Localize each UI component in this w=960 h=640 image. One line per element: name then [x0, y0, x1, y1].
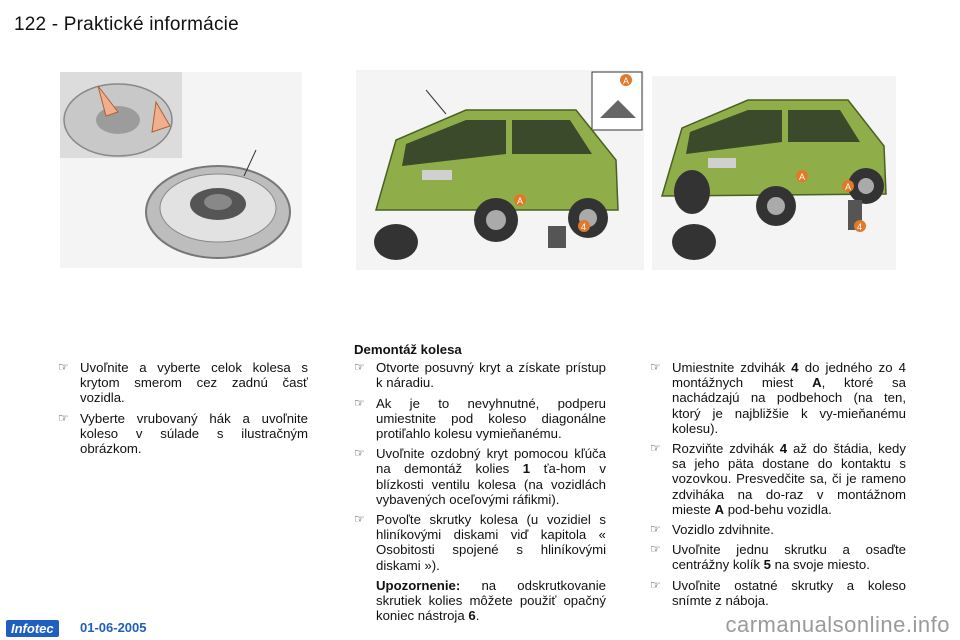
list-item: ☞ Umiestnite zdvihák 4 do jedného zo 4 montážnych miest A, ktoré sa nachádzajú na podbehoch (na ten, ktorý je najbližšie k vy-mieňanému kolesu). [650, 360, 906, 436]
list-item: ☞ Vozidlo zdvihnite. [650, 522, 774, 538]
label-a-inset: A [623, 76, 630, 86]
page-title: 122 - Praktické informácie [14, 14, 239, 35]
list-item: ☞ Uvoľnite jednu skrutku a osaďte centrážny kolík 5 na svoje miesto. [650, 542, 906, 573]
label-a-right: A [845, 182, 852, 192]
list-item: ☞ Ak je to nevyhnutné, podperu umiestnite pod koleso diagonálne protiľahlo kolesu vymieňanému. [354, 395, 606, 442]
section-heading: Demontáž kolesa [354, 342, 462, 357]
list-item: ☞ Vyberte vrubovaný hák a uvoľnite koleso v súlade s ilustračným obrázkom. [58, 410, 308, 457]
pointing-hand-icon: ☞ [354, 360, 365, 375]
pointing-hand-icon: ☞ [650, 522, 661, 537]
pointing-hand-icon: ☞ [354, 395, 365, 410]
label-a-car: A [517, 196, 524, 206]
pointing-hand-icon: ☞ [650, 360, 661, 374]
infotec-logo: Infotec [6, 620, 59, 637]
left-column [58, 360, 308, 461]
pointing-hand-icon: ☞ [58, 410, 69, 425]
list-item: ☞ Povoľte skrutky kolesa (u vozidiel s hliníkovými diskami viď kapitola « Osobitosti spojené s hliníkovými diskami »). [354, 512, 606, 573]
car-lifted-illustration [652, 76, 896, 270]
middle-column [354, 342, 606, 623]
list-item: ☞ Uvoľnite ostatné skrutky a koleso snímte z náboja. [650, 577, 906, 608]
list-item: ☞ Uvoľnite ozdobný kryt pomocou kľúča na demontáž kolies 1 ťa-hom v blízkosti ventilu kolesa (na vozidlách vybavených oceľovými ráfikmi). [354, 446, 606, 507]
pointing-hand-icon: ☞ [650, 577, 661, 592]
pointing-hand-icon: ☞ [354, 512, 365, 527]
label-4-right: 4 [857, 222, 863, 232]
watermark: carmanualsonline.info [725, 612, 950, 637]
label-a-right-2: A [799, 172, 806, 182]
list-item: ☞ Rozviňte zdvihák 4 až do štádia, kedy sa jeho päta dostane do kontaktu s vozovkou. Presvedčite sa, či je rameno zdviháka na do-raz v montážnom mieste A pod-behu vozidla. [650, 441, 906, 517]
footer-date: 01-06-2005 [80, 620, 147, 635]
spare-wheel-illustration [60, 72, 302, 268]
pointing-hand-icon: ☞ [650, 441, 661, 456]
pointing-hand-icon: ☞ [650, 542, 661, 557]
list-item: ☞ Otvorte posuvný kryt a získate prístup k náradiu. [354, 360, 606, 391]
right-column [650, 360, 906, 613]
label-4-jack: 4 [581, 222, 587, 232]
car-jack-illustration [356, 70, 644, 270]
note-paragraph: Upozornenie: na odskrutkovanie skrutiek kolies môžete použiť opačný koniec nástroja 6. [376, 577, 606, 624]
pointing-hand-icon: ☞ [354, 446, 365, 461]
list-item: ☞ Uvoľnite a vyberte celok kolesa s krytom smerom cez zadnú časť vozidla. [58, 360, 308, 406]
pointing-hand-icon: ☞ [58, 360, 69, 374]
